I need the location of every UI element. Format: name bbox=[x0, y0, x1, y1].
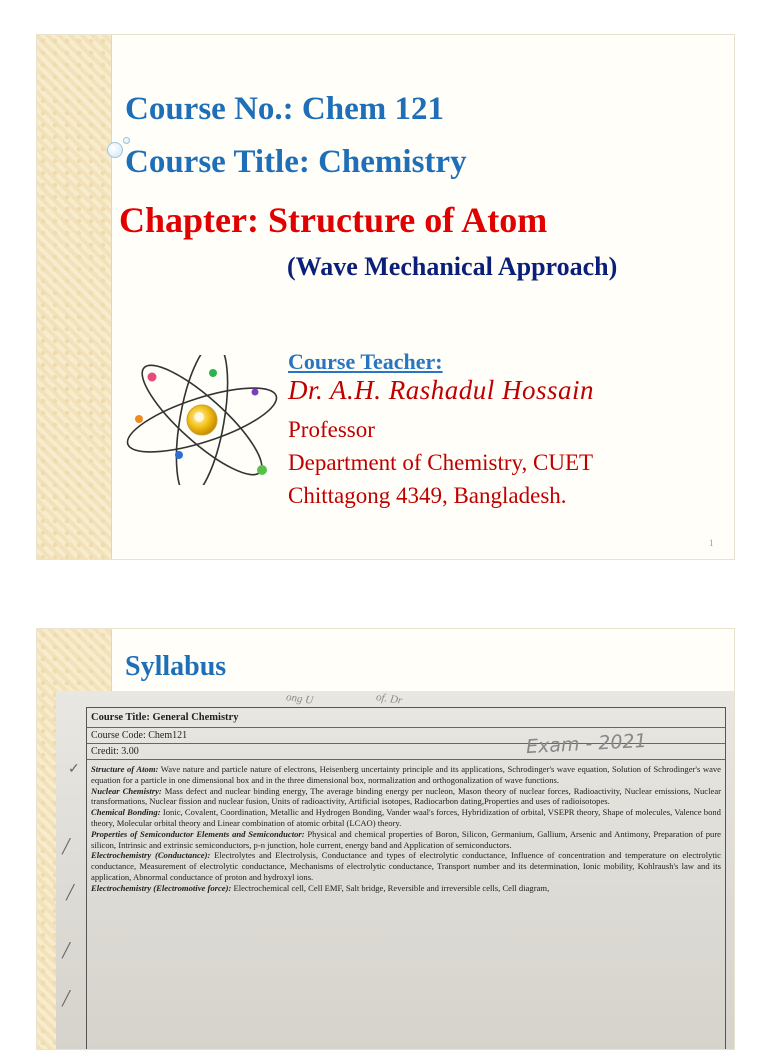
check-mark-icon: ╱ bbox=[66, 886, 75, 901]
stamp-text: of. Dr bbox=[375, 691, 403, 707]
chapter-subtitle: (Wave Mechanical Approach) bbox=[287, 252, 618, 281]
teacher-designation: Professor bbox=[288, 417, 375, 442]
course-title: Course Title: Chemistry bbox=[125, 144, 467, 180]
title-slide bbox=[36, 34, 735, 560]
syllabus-heading: Syllabus bbox=[125, 651, 227, 682]
stamp-text: ong U bbox=[285, 691, 314, 707]
syllabus-section: Electrochemistry (Electromotive force): Electrochemical cell, Cell EMF, Salt bridge, Reversible and irreversible cells, Cell diagram, bbox=[91, 882, 550, 893]
page-number: 1 bbox=[709, 538, 714, 548]
handwritten-note: Exam - 2021 bbox=[525, 729, 648, 759]
document-body bbox=[87, 760, 725, 894]
syllabus-section: Properties of Semiconductor Elements and Semiconductor: Physical and chemical properties of Boron, Silicon, Germanium, Gallium, Arsenic and Antimony, Preparation of pure silicon, Intrinsic and extrinsic semiconductors, p-n junction, hole current, energy band and Application of semiconductors. bbox=[91, 828, 722, 850]
syllabus-slide bbox=[36, 628, 735, 1050]
chapter-title: Chapter: Structure of Atom bbox=[119, 200, 548, 240]
check-mark-icon: ✓ bbox=[68, 762, 80, 777]
document-course-title: Course Title: General Chemistry bbox=[87, 708, 725, 728]
bubble-small-icon bbox=[123, 137, 130, 144]
check-mark-icon: ╱ bbox=[62, 992, 71, 1007]
syllabus-document bbox=[86, 707, 726, 1050]
check-mark-icon: ╱ bbox=[62, 840, 71, 855]
bubble-icon bbox=[107, 142, 123, 158]
teacher-department: Department of Chemistry, CUET bbox=[288, 450, 594, 475]
atom-icon bbox=[117, 355, 287, 485]
teacher-address: Chittagong 4349, Bangladesh. bbox=[288, 483, 567, 508]
syllabus-section: Chemical Bonding: Ionic, Covalent, Coordination, Metallic and Hydrogen Bonding, Vander waal's forces, Hybridization of orbital, VSEPR theory, Shape of molecules, Valence bond theory, Molecular orbital theory and Linear combination of atomic orbital (LCAO) theory. bbox=[91, 807, 721, 828]
syllabus-section: Nuclear Chemistry: Mass defect and nuclear binding energy, The average binding energy per nucleon, Mason theory of nuclear forces, Radioactivity, Nuclear emissions, Nuclear transformations, Nuclear fission and nuclear fusion, Units of radioactivity, Artificial isotopes, Radiocarbon dating,Properties and uses of radioisotopes. bbox=[91, 785, 721, 807]
syllabus-section: Electrochemistry (Conductance): Electrolytes and Electrolysis, Conductance and types of electrolytic conductance, Influence of concentration and temperature on electrolytic conductance, Measurement of electrolytic conductance, Mechanisms of electrolytic conductance, Transport number and its determination, Ionic mobility, Kohlraush's law and its application, Abnormal conductance of proton and hydroxyl ions. bbox=[91, 850, 721, 882]
document-credit: Credit: 3.00 bbox=[87, 744, 725, 760]
course-teacher-label: Course Teacher: bbox=[288, 349, 443, 374]
check-mark-icon: ╱ bbox=[62, 944, 71, 959]
decorative-strip bbox=[37, 35, 111, 559]
course-number: Course No.: Chem 121 bbox=[125, 91, 444, 127]
syllabus-photo bbox=[56, 691, 734, 1050]
strip-divider bbox=[111, 35, 112, 559]
syllabus-section: Structure of Atom: Wave nature and particle nature of electrons, Heisenberg uncertainty principle and its applications, Schrodinger's wave equation, Solution of Schrodinger's wave equation for a particle in one dimensional box and in the three dimensional box, normalization and orthogonalization of wave functions. bbox=[91, 764, 721, 785]
teacher-name: Dr. A.H. Rashadul Hossain bbox=[288, 375, 595, 405]
document-course-code: Course Code: Chem121 bbox=[87, 728, 725, 744]
